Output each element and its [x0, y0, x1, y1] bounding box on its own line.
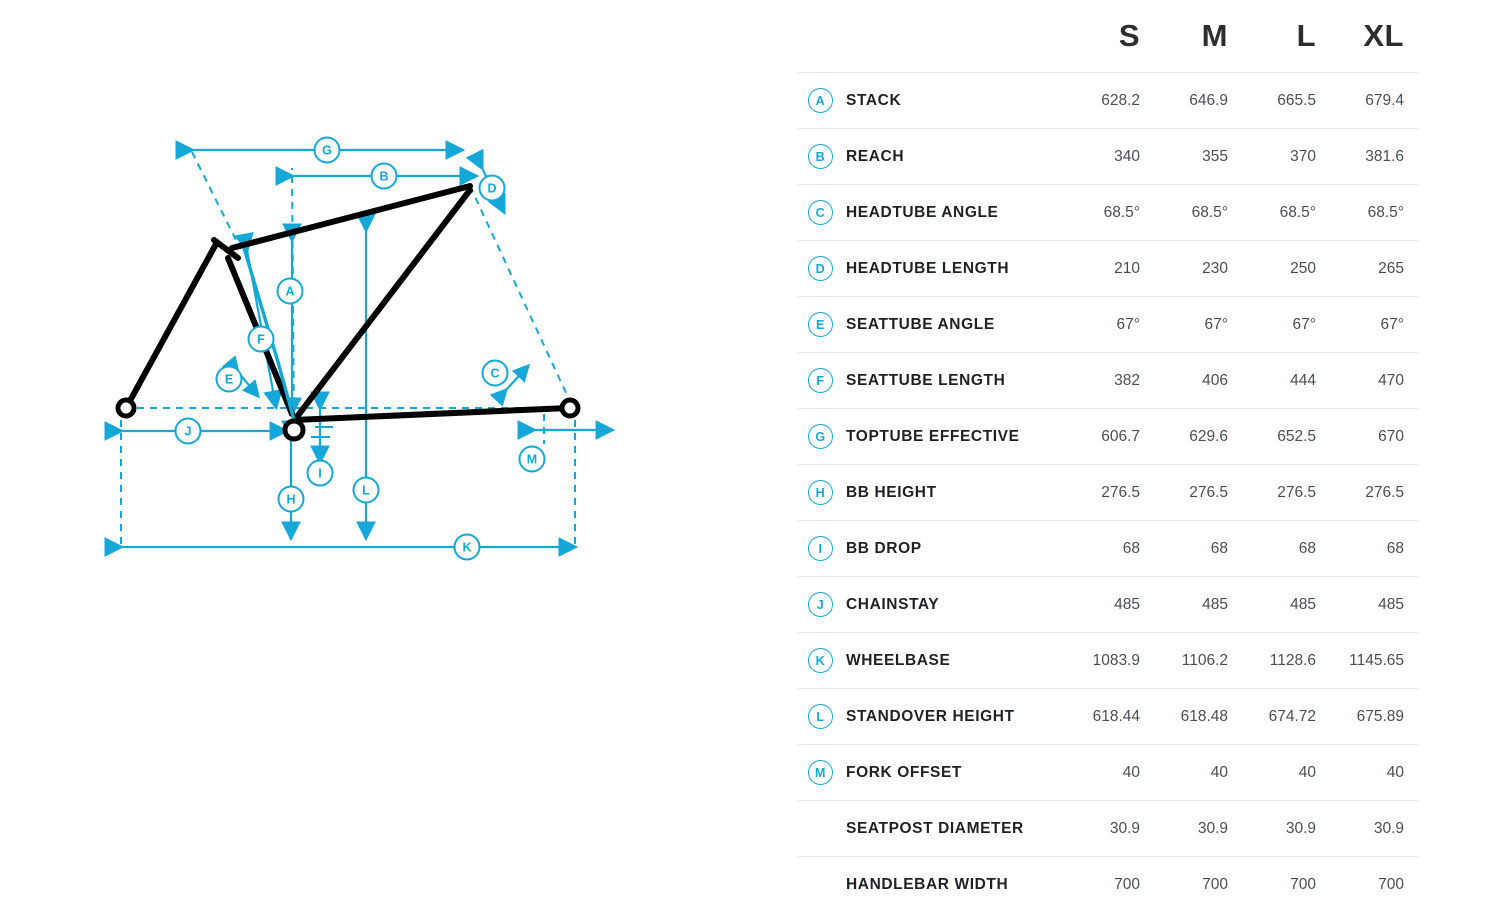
- measurement-label: FORK OFFSET: [846, 764, 962, 782]
- table-row: [798, 633, 1418, 689]
- measurement-value: 276.5: [1154, 465, 1242, 521]
- measurement-value: 670: [1330, 409, 1418, 465]
- measurement-value: 470: [1330, 353, 1418, 409]
- measurement-label-cell: [798, 297, 1066, 353]
- key-badge: [808, 816, 833, 841]
- key-badge: C: [808, 200, 833, 225]
- measurement-value: 210: [1066, 241, 1154, 297]
- label-wrap: [798, 872, 1052, 897]
- key-badge: J: [808, 592, 833, 617]
- label-wrap: [798, 536, 1052, 561]
- measurement-label-cell: [798, 465, 1066, 521]
- measurement-label: SEATPOST DIAMETER: [846, 820, 1024, 838]
- measurement-value: 265: [1330, 241, 1418, 297]
- measurement-value: 230: [1154, 241, 1242, 297]
- measurement-label-cell: [798, 129, 1066, 185]
- table-row: [798, 185, 1418, 241]
- measurement-value: 30.9: [1154, 801, 1242, 857]
- measurement-value: 40: [1066, 745, 1154, 801]
- measurement-value: 30.9: [1330, 801, 1418, 857]
- diagram-marker-e: [217, 367, 242, 392]
- measurement-value: 700: [1066, 857, 1154, 912]
- measurement-value: 67°: [1330, 297, 1418, 353]
- measurement-label: TOPTUBE EFFECTIVE: [846, 428, 1020, 446]
- table-row: [798, 129, 1418, 185]
- key-badge: K: [808, 648, 833, 673]
- label-wrap: [798, 144, 1052, 169]
- measurement-value: 382: [1066, 353, 1154, 409]
- measurement-value: 276.5: [1066, 465, 1154, 521]
- header-size-m: M: [1154, 8, 1242, 73]
- measurement-value: 68: [1154, 521, 1242, 577]
- measurement-label-cell: [798, 409, 1066, 465]
- table-header: [798, 8, 1418, 73]
- measurement-value: 444: [1242, 353, 1330, 409]
- measurement-value: 1083.9: [1066, 633, 1154, 689]
- label-wrap: [798, 592, 1052, 617]
- measurement-value: 40: [1330, 745, 1418, 801]
- diagram-marker-c: [483, 361, 508, 386]
- label-wrap: [798, 760, 1052, 785]
- key-badge: H: [808, 480, 833, 505]
- header-measurement-blank: [798, 8, 1066, 73]
- marker-letter: L: [362, 484, 370, 498]
- measurement-value: 67°: [1154, 297, 1242, 353]
- table-row: [798, 857, 1418, 912]
- measurement-value: 67°: [1242, 297, 1330, 353]
- measurement-value: 485: [1066, 577, 1154, 633]
- key-badge: I: [808, 536, 833, 561]
- table-row: [798, 465, 1418, 521]
- measurement-label: WHEELBASE: [846, 652, 950, 670]
- measurement-value: 68: [1242, 521, 1330, 577]
- measurement-value: 485: [1242, 577, 1330, 633]
- measurement-value: 68.5°: [1066, 185, 1154, 241]
- table-row: [798, 409, 1418, 465]
- measurement-value: 1128.6: [1242, 633, 1330, 689]
- table-body: [798, 73, 1418, 912]
- diagram-marker-group: [176, 138, 545, 560]
- measurement-label: STANDOVER HEIGHT: [846, 708, 1015, 726]
- measurement-label-cell: [798, 353, 1066, 409]
- label-wrap: [798, 704, 1052, 729]
- measurement-value: 381.6: [1330, 129, 1418, 185]
- diagram-marker-g: [315, 138, 340, 163]
- measurement-label-cell: [798, 73, 1066, 129]
- table-row: [798, 73, 1418, 129]
- measurement-label: HEADTUBE ANGLE: [846, 204, 999, 222]
- measurement-value: 628.2: [1066, 73, 1154, 129]
- header-size-s: S: [1066, 8, 1154, 73]
- measurement-value: 485: [1330, 577, 1418, 633]
- measurement-label: CHAINSTAY: [846, 596, 939, 614]
- measurement-value: 700: [1154, 857, 1242, 912]
- marker-letter: M: [527, 453, 537, 467]
- measurement-label-cell: [798, 745, 1066, 801]
- diagram-marker-h: [279, 487, 304, 512]
- header-size-xl: XL: [1330, 8, 1418, 73]
- measurement-value: 370: [1242, 129, 1330, 185]
- marker-letter: A: [285, 285, 294, 299]
- measurement-label: SEATTUBE LENGTH: [846, 372, 1005, 390]
- measurement-label-cell: [798, 185, 1066, 241]
- marker-letter: F: [257, 333, 265, 347]
- table-row: [798, 689, 1418, 745]
- marker-letter: H: [286, 493, 295, 507]
- measurement-label: BB HEIGHT: [846, 484, 937, 502]
- marker-letter: G: [322, 144, 332, 158]
- measurement-label-cell: [798, 521, 1066, 577]
- diagram-marker-i: [308, 461, 333, 486]
- marker-letter: C: [490, 367, 499, 381]
- key-badge: F: [808, 368, 833, 393]
- label-wrap: [798, 200, 1052, 225]
- diagram-marker-j: [176, 419, 201, 444]
- measurement-value: 485: [1154, 577, 1242, 633]
- marker-letter: E: [225, 373, 233, 387]
- measurement-value: 30.9: [1066, 801, 1154, 857]
- key-badge: L: [808, 704, 833, 729]
- marker-letter: J: [185, 425, 192, 439]
- measurement-value: 40: [1154, 745, 1242, 801]
- measurement-value: 1145.65: [1330, 633, 1418, 689]
- measurement-value: 68.5°: [1154, 185, 1242, 241]
- table-row: [798, 353, 1418, 409]
- measurement-value: 355: [1154, 129, 1242, 185]
- geometry-table: [798, 8, 1418, 912]
- measurement-label-cell: [798, 857, 1066, 912]
- diagram-marker-a: [278, 279, 303, 304]
- measurement-label: REACH: [846, 148, 904, 166]
- measurement-value: 1106.2: [1154, 633, 1242, 689]
- measurement-value: 679.4: [1330, 73, 1418, 129]
- measurement-value: 68.5°: [1330, 185, 1418, 241]
- measurement-value: 674.72: [1242, 689, 1330, 745]
- measurement-label-cell: [798, 689, 1066, 745]
- label-wrap: [798, 816, 1052, 841]
- measurement-value: 250: [1242, 241, 1330, 297]
- dimension-ticks: [311, 427, 333, 437]
- key-badge: D: [808, 256, 833, 281]
- measurement-value: 67°: [1066, 297, 1154, 353]
- measurement-label: HEADTUBE LENGTH: [846, 260, 1009, 278]
- label-wrap: [798, 480, 1052, 505]
- measurement-value: 646.9: [1154, 73, 1242, 129]
- label-wrap: [798, 648, 1052, 673]
- frame-tubes: [126, 186, 568, 420]
- key-badge: M: [808, 760, 833, 785]
- key-badge: [808, 872, 833, 897]
- measurement-label: HANDLEBAR WIDTH: [846, 876, 1008, 894]
- key-badge: E: [808, 312, 833, 337]
- key-badge: B: [808, 144, 833, 169]
- measurement-value: 618.44: [1066, 689, 1154, 745]
- marker-letter: I: [318, 467, 321, 481]
- measurement-value: 606.7: [1066, 409, 1154, 465]
- diagram-marker-d: [480, 176, 505, 201]
- table-row: [798, 745, 1418, 801]
- header-size-l: L: [1242, 8, 1330, 73]
- table-row: [798, 577, 1418, 633]
- table-row: [798, 521, 1418, 577]
- measurement-value: 68: [1066, 521, 1154, 577]
- diagram-marker-m: [520, 447, 545, 472]
- label-wrap: [798, 368, 1052, 393]
- measurement-label: BB DROP: [846, 540, 922, 558]
- measurement-value: 68: [1330, 521, 1418, 577]
- diagram-marker-f: [249, 327, 274, 352]
- marker-letter: D: [487, 182, 496, 196]
- table-row: [798, 801, 1418, 857]
- measurement-label-cell: [798, 241, 1066, 297]
- measurement-value: 652.5: [1242, 409, 1330, 465]
- diagram-marker-k: [455, 535, 480, 560]
- key-badge: G: [808, 424, 833, 449]
- measurement-value: 40: [1242, 745, 1330, 801]
- marker-letter: K: [462, 541, 471, 555]
- geometry-table-pane: [790, 0, 1500, 899]
- label-wrap: [798, 88, 1052, 113]
- diagram-marker-l: [354, 478, 379, 503]
- table-row: [798, 297, 1418, 353]
- label-wrap: [798, 256, 1052, 281]
- measurement-label-cell: [798, 633, 1066, 689]
- measurement-value: 665.5: [1242, 73, 1330, 129]
- measurement-label: SEATTUBE ANGLE: [846, 316, 995, 334]
- measurement-value: 700: [1330, 857, 1418, 912]
- diagram-marker-b: [372, 164, 397, 189]
- measurement-label-cell: [798, 801, 1066, 857]
- table-row: [798, 241, 1418, 297]
- measurement-value: 68.5°: [1242, 185, 1330, 241]
- measurement-value: 700: [1242, 857, 1330, 912]
- measurement-value: 618.48: [1154, 689, 1242, 745]
- marker-letter: B: [379, 170, 388, 184]
- measurement-label-cell: [798, 577, 1066, 633]
- key-badge: A: [808, 88, 833, 113]
- label-wrap: [798, 312, 1052, 337]
- measurement-label: STACK: [846, 92, 901, 110]
- table-header-row: [798, 8, 1418, 73]
- measurement-value: 276.5: [1242, 465, 1330, 521]
- measurement-value: 340: [1066, 129, 1154, 185]
- measurement-value: 629.6: [1154, 409, 1242, 465]
- label-wrap: [798, 424, 1052, 449]
- measurement-value: 30.9: [1242, 801, 1330, 857]
- measurement-value: 675.89: [1330, 689, 1418, 745]
- measurement-value: 276.5: [1330, 465, 1418, 521]
- measurement-value: 406: [1154, 353, 1242, 409]
